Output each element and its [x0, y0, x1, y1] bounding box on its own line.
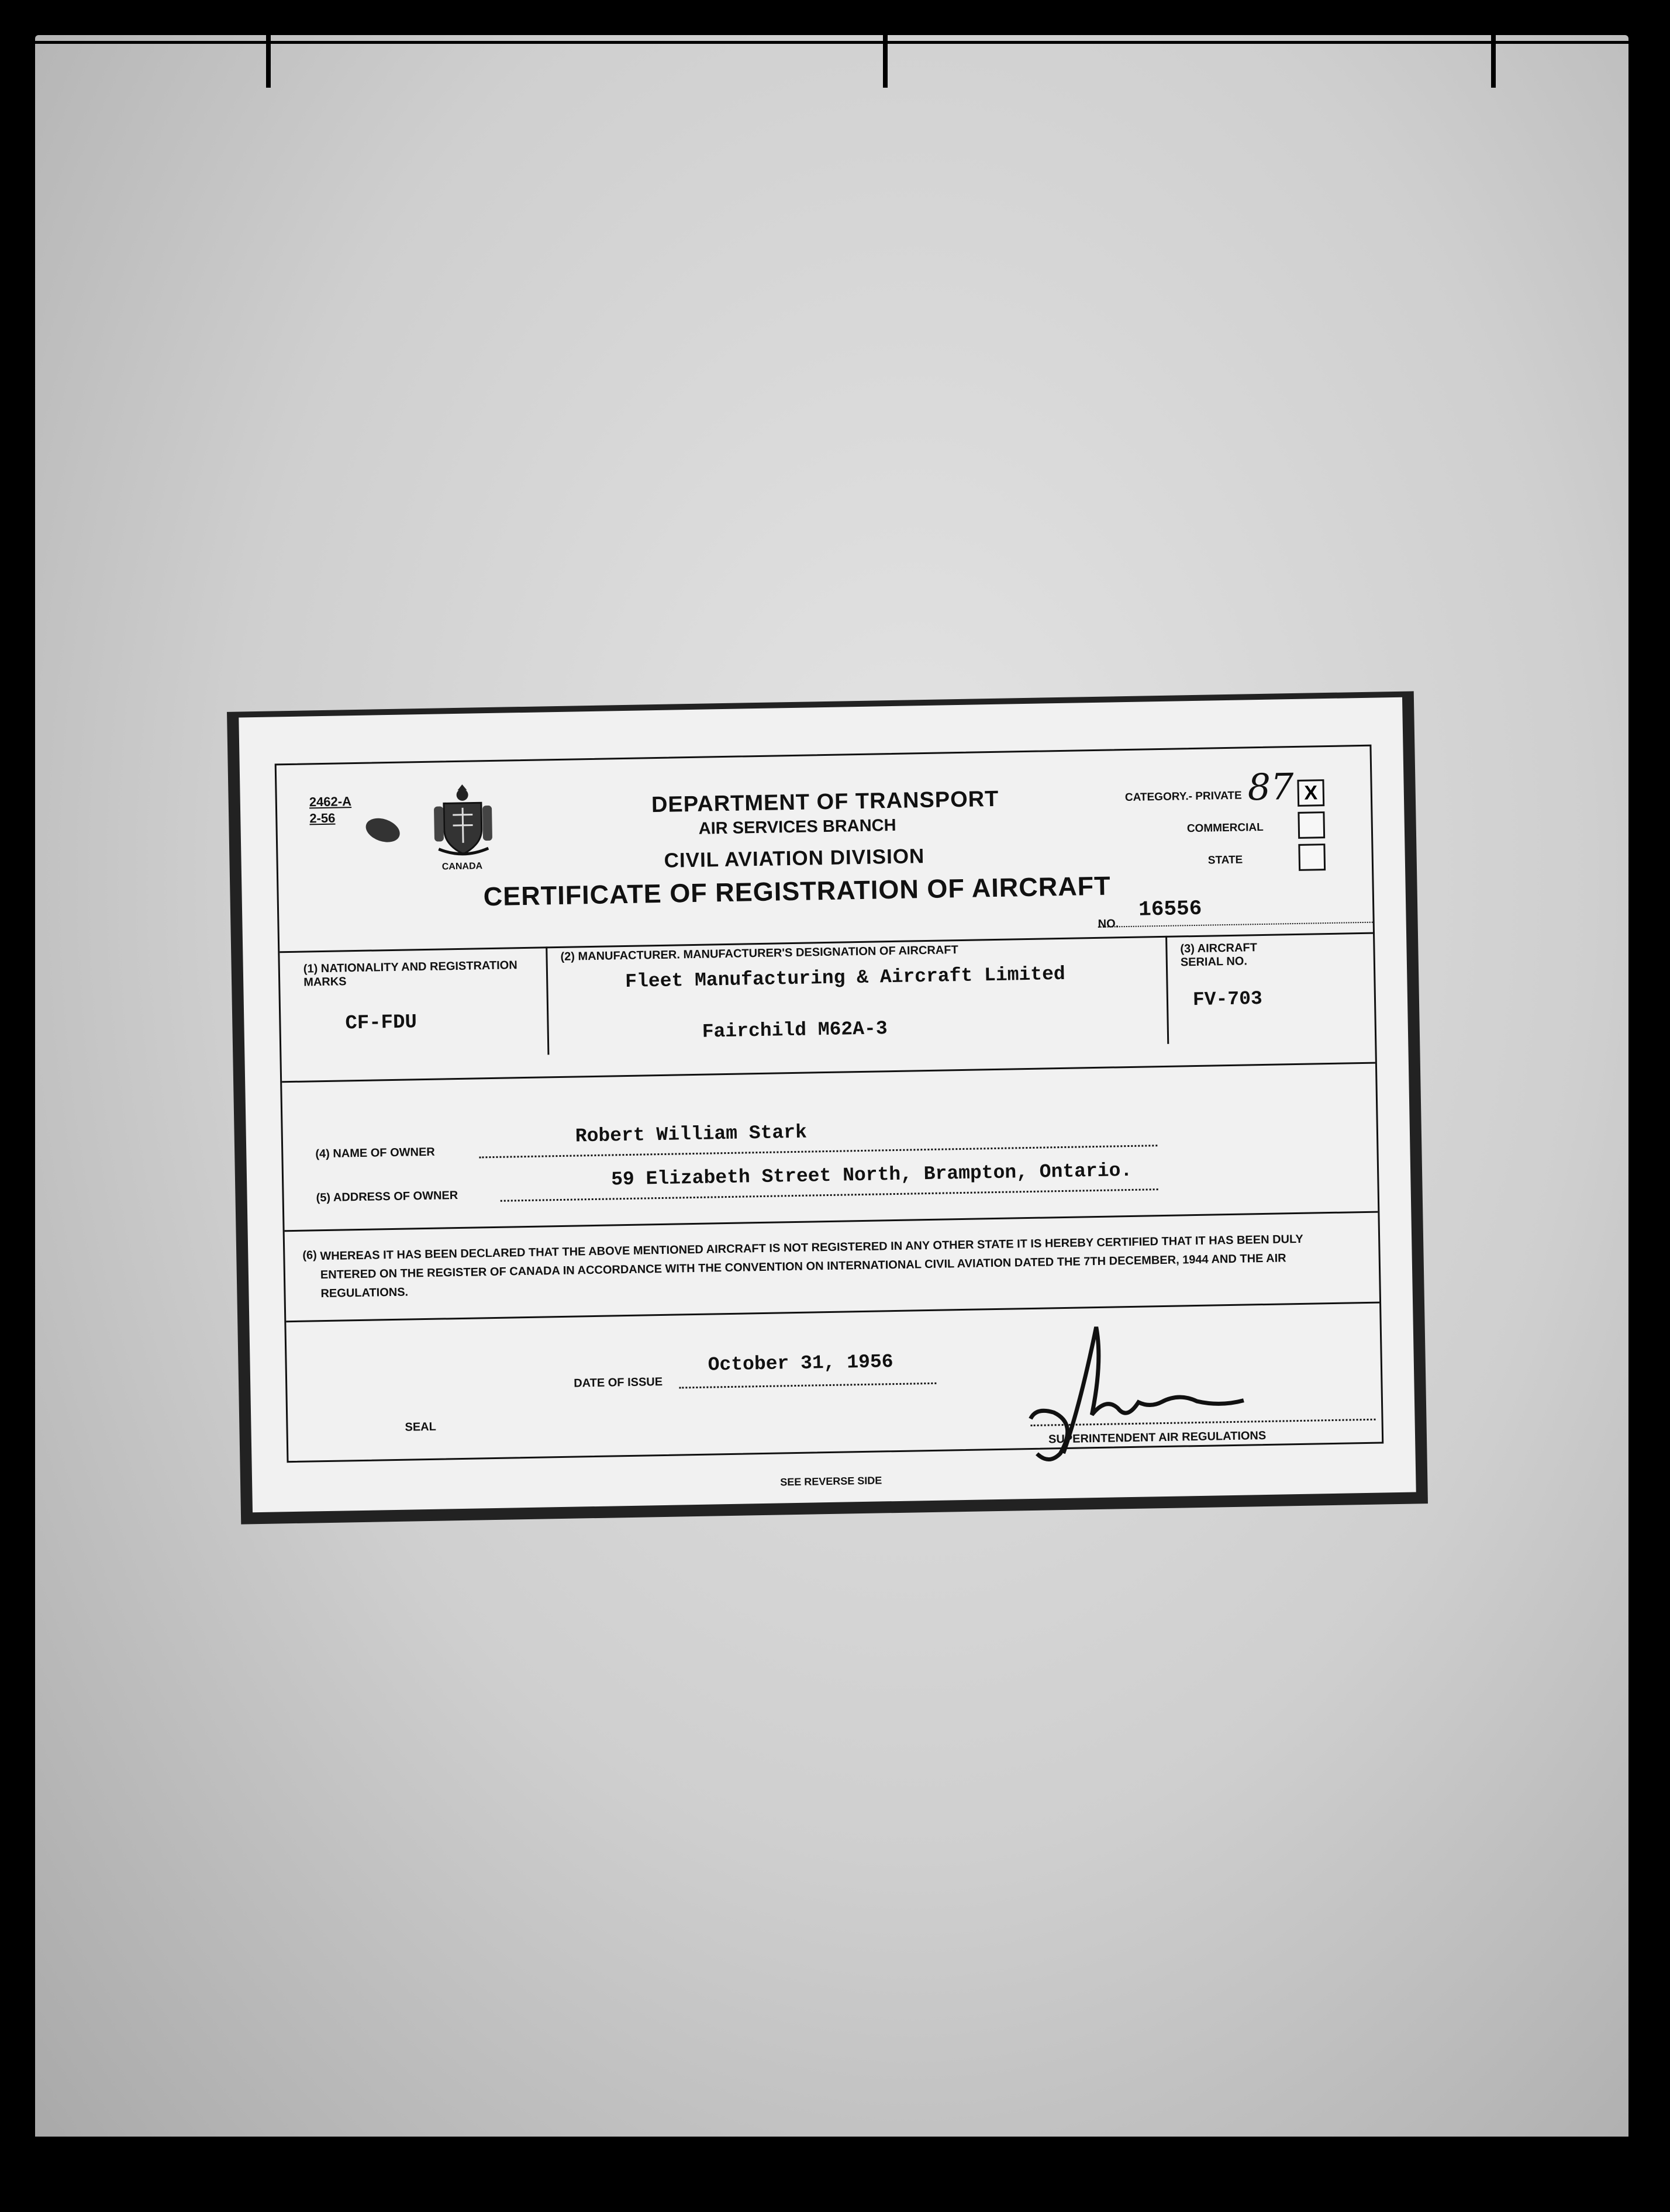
serial-label: (3) AIRCRAFT SERIAL NO. — [1180, 941, 1258, 969]
certificate-number-label: NO. — [1098, 917, 1119, 931]
date-of-issue-value: October 31, 1956 — [708, 1351, 893, 1376]
declaration-text: WHEREAS IT HAS BEEN DECLARED THAT THE ABOVE MENTIONED AIRCRAFT IS NOT REGISTERED IN ANY OTHER STATE IT IS HEREBY CERTIFIED THAT IT HAS BEEN DULY ENTERED ON THE REGISTER OF CANADA IN ACCORDANCE WITH THE CONVENTION ON INTERNATIONAL CIVIL AVIATION DATED THE 7TH DECEMBER, 1944 AND THE AIR REGULATIONS. — [320, 1232, 1303, 1301]
owner-value: Robert William Stark — [575, 1121, 808, 1148]
date-line — [679, 1382, 936, 1389]
divider — [282, 1062, 1375, 1083]
frame-mark — [1491, 0, 1496, 88]
address-value: 59 Elizabeth Street North, Brampton, Ontario. — [610, 1159, 1133, 1191]
commercial-checkbox — [1298, 811, 1325, 839]
frame-mark — [883, 0, 888, 88]
see-reverse-note: SEE REVERSE SIDE — [780, 1474, 882, 1488]
department-heading: DEPARTMENT OF TRANSPORT — [651, 786, 999, 818]
category-handwritten-number: 87 — [1247, 765, 1295, 809]
nationality-value: CF-FDU — [345, 1011, 418, 1035]
canada-coat-of-arms-icon — [429, 779, 497, 862]
declaration-number: (6) — [302, 1249, 318, 1262]
form-number-code: 2462-A — [309, 794, 352, 810]
frame-mark — [35, 2137, 1628, 2140]
frame-mark — [883, 2140, 888, 2212]
divider — [546, 946, 549, 1055]
certificate-border — [275, 745, 1384, 1488]
owner-label: (4) NAME OF OWNER — [315, 1145, 435, 1161]
seal-label: SEAL — [405, 1420, 437, 1434]
address-line — [501, 1188, 1158, 1202]
number-line — [1098, 922, 1373, 928]
registration-certificate — [239, 697, 1416, 1513]
frame-mark — [1491, 2140, 1496, 2212]
category-state-label: STATE — [1207, 853, 1243, 867]
category-commercial-label: COMMERCIAL — [1186, 821, 1264, 835]
date-of-issue-label: DATE OF ISSUE — [574, 1375, 663, 1390]
private-checkbox — [1297, 779, 1324, 807]
superintendent-signature — [1005, 1309, 1277, 1489]
division-heading: CIVIL AVIATION DIVISION — [664, 845, 925, 872]
state-checkbox — [1298, 844, 1326, 871]
frame-mark — [266, 0, 271, 88]
aircraft-designation-value: Fairchild M62A-3 — [702, 1018, 888, 1043]
certificate-title: CERTIFICATE OF REGISTRATION OF AIRCRAFT — [483, 870, 1112, 912]
signatory-title: SUPERINTENDENT AIR REGULATIONS — [1048, 1429, 1267, 1446]
private-check-mark: X — [1304, 782, 1318, 804]
serial-value: FV-703 — [1192, 987, 1263, 1011]
ink-stain — [363, 814, 403, 846]
address-label: (5) ADDRESS OF OWNER — [316, 1189, 458, 1205]
frame-mark — [35, 41, 1628, 44]
form-date: 2-56 — [309, 810, 336, 826]
nationality-label: (1) NATIONALITY AND REGISTRATION MARKS — [303, 959, 517, 989]
category-private-label: CATEGORY.- PRIVATE — [1124, 789, 1242, 804]
manufacturer-value: Fleet Manufacturing & Aircraft Limited — [624, 963, 1066, 993]
manufacturer-label: (2) MANUFACTURER. MANUFACTURER'S DESIGNATION OF AIRCRAFT — [560, 943, 958, 963]
frame-mark — [266, 2140, 271, 2212]
branch-heading: AIR SERVICES BRANCH — [698, 815, 896, 838]
divider — [1165, 936, 1169, 1044]
crest-label: CANADA — [441, 861, 483, 872]
form-number — [309, 793, 352, 827]
certificate-number: 16556 — [1138, 896, 1202, 922]
divider — [285, 1211, 1378, 1232]
